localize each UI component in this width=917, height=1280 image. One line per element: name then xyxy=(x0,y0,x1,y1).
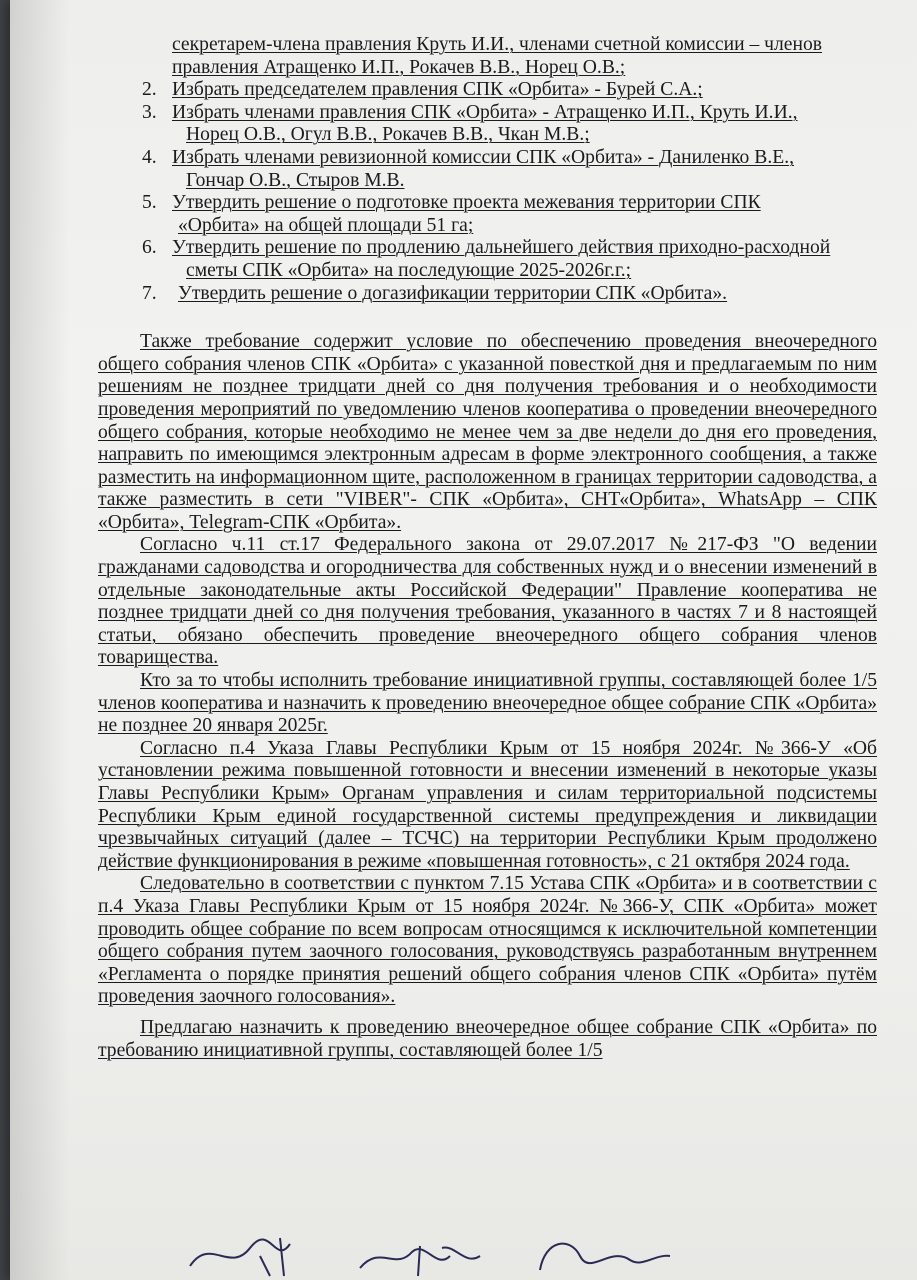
document-body xyxy=(98,34,877,1062)
list-item: 3. Избрать членами правления СПК «Орбита» - Атращенко И.П., Круть И.И., Норец О.В., Огул В.В., Рокачев В.В., Чкан М.В.; xyxy=(142,101,798,146)
top-line-2: правления Атращенко И.П., Рокачев В.В., Норец О.В.; xyxy=(172,56,626,78)
document-page xyxy=(10,0,917,1280)
list-item: 2. Избрать председателем правления СПК «Орбита» - Бурей С.А.; xyxy=(142,79,703,101)
signature-2 xyxy=(360,1246,480,1276)
list-item: 4. Избрать членами ревизионной комиссии СПК «Орбита» - Даниленко В.Е., Гончар О.В., Стыров М.В. xyxy=(142,146,794,191)
top-line-1: секретарем-члена правления Круть И.И., членами счетной комиссии – членов xyxy=(172,34,823,55)
signature-3 xyxy=(540,1244,670,1270)
list-top-continuation xyxy=(128,34,877,79)
list-item: 7. Утвердить решение о догазификации территории СПК «Орбита». xyxy=(142,282,728,304)
handwritten-signatures xyxy=(180,1226,680,1280)
paragraph-proposal: Предлагаю назначить к проведению внеочередное общее собрание СПК «Орбита» по требованию инициативной группы, составляющей более 1/5 xyxy=(98,1016,877,1061)
paragraph-consequently: Следовательно в соответствии с пунктом 7.15 Устава СПК «Орбита» и в соответствии с п.4 Указа Главы Республики Крым от 15 ноября 2024г. №366-У, СПК «Орбита» может проводить общее собрание по всем вопросам относящимся к исключительной компетенции общего собрания путем заочного голосования, руководствуясь разработанным внутреннем «Регламента о порядке принятия решений общего собрания членов СПК «Орбита» путём проведения заочного голосования». xyxy=(98,873,877,1008)
agenda-items xyxy=(142,79,877,305)
paragraph-requirement: Также требование содержит условие по обеспечению проведения внеочередного общего собрания членов СПК «Орбита» с указанной повесткой дня и предлагаемым по ним решениям не позднее тридцати дней со дня получения требования и о необходимости проведения мероприятий по уведомлению членов кооператива о проведении внеочередного общего собрания, которые необходимо не менее чем за две недели до дня его проведения, направить по имеющимся электронным адресам в форме электронного сообщения, а также разместить на информационном щите, расположенном в границах территории садоводства, а также разместить в сети "VIBER"- СПК «Орбита», СНТ«Орбита», WhatsApp – СПК «Орбита», Telegram-СПК «Орбита». xyxy=(98,331,877,533)
signature-1 xyxy=(190,1238,290,1276)
paragraph-vote: Кто за то чтобы исполнить требование инициативной группы, составляющей более 1/5 членов кооператива и назначить к проведению внеочередное общее собрание СПК «Орбита» не позднее 20 января 2025г. xyxy=(98,670,877,737)
paragraph-decree: Согласно п.4 Указа Главы Республики Крым от 15 ноября 2024г. №366-У «Об установлении режима повышенной готовности и внесении изменений в некоторые указы Главы Республики Крым» Органам управления и силам территориальной подсистемы Республики Крым единой государственной системы предупреждения и ликвидации чрезвычайных ситуаций (далее – ТСЧС) на территории Республики Крым продолжено действие функционирования в режиме «повышенная готовность», с 21 октября 2024 года. xyxy=(98,737,877,872)
agenda-list xyxy=(128,34,877,305)
list-item: 6. Утвердить решение по продлению дальнейшего действия приходно-расходной сметы СПК «Орбита» на последующие 2025-2026г.г.; xyxy=(142,237,831,281)
list-item: 5. Утвердить решение о подготовке проекта межевания территории СПК «Орбита» на общей площади 51 га; xyxy=(142,192,761,236)
paragraph-law-reference: Согласно ч.11 ст.17 Федерального закона от 29.07.2017 №217-ФЗ "О ведении гражданами садоводства и огородничества для собственных нужд и о внесении изменений в отдельные законодательные акты Российской Федерации" Правление кооператива не позднее тридцати дней со дня получения требования, указанного в частях 7 и 8 настоящей статьи, обязано обеспечить проведение внеочередного общего собрания членов товарищества. xyxy=(98,534,877,669)
